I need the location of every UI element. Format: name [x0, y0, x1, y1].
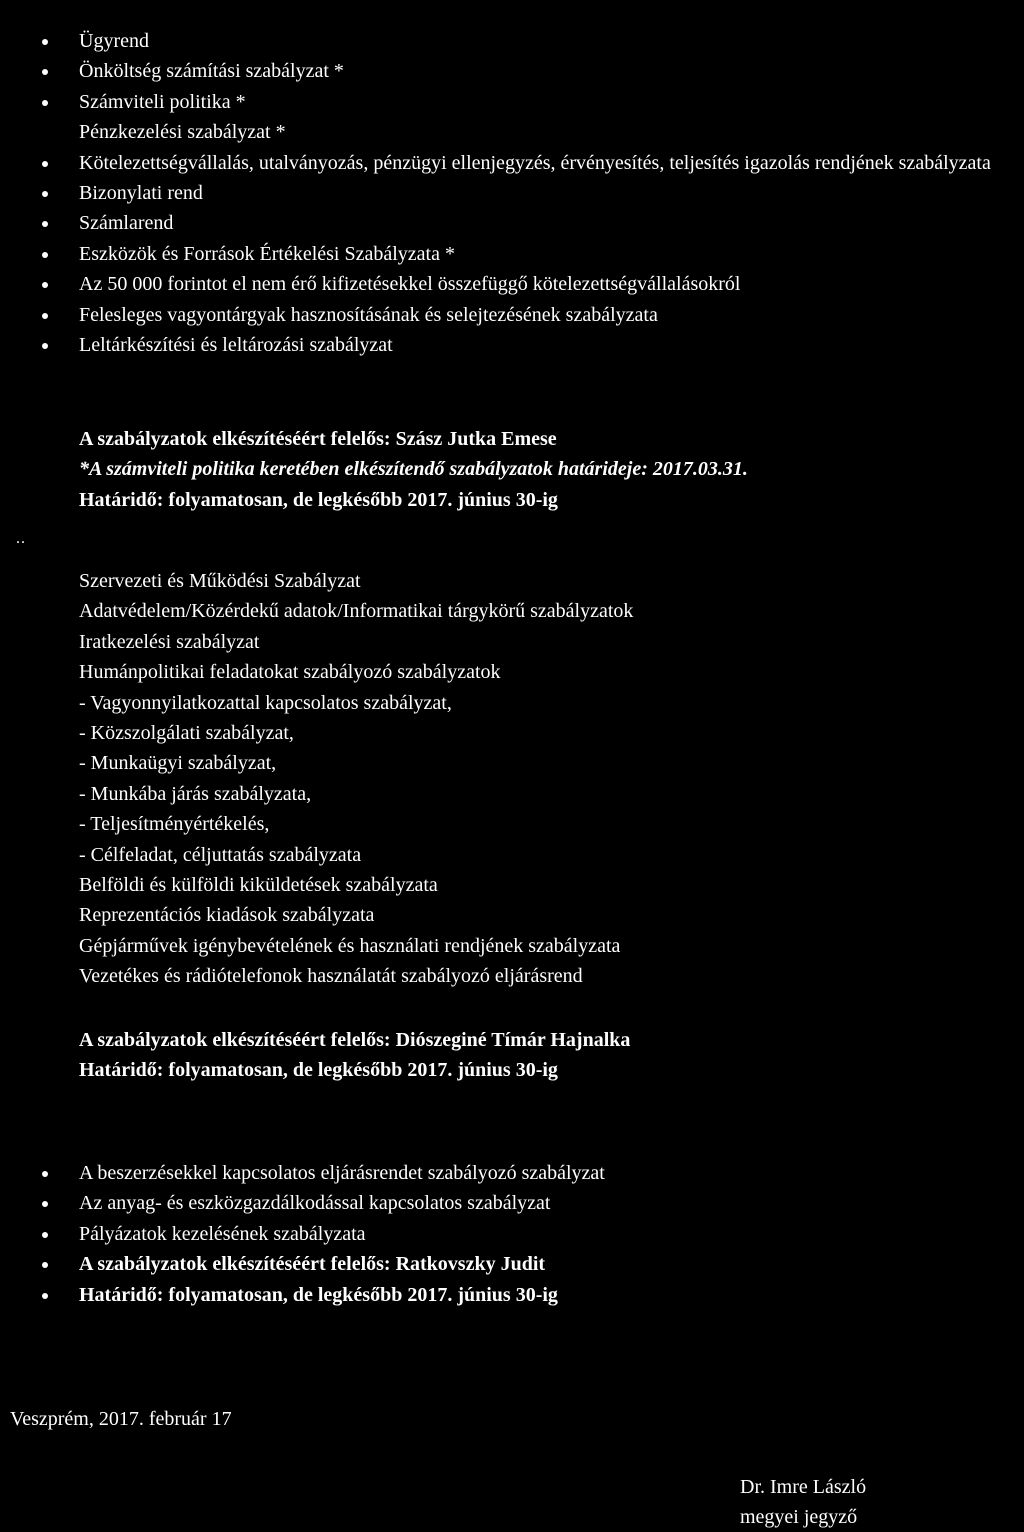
list-item: Pénzkezelési szabályzat * — [79, 121, 286, 144]
list-item: Eszközök és Források Értékelési Szabályzata * — [0, 239, 1024, 269]
deadline: Határidő: folyamatosan, de legkésőbb 2017. június 30-ig — [79, 488, 558, 511]
stray-mark: .. — [16, 530, 26, 547]
list-item: Felesleges vagyontárgyak hasznosításának és selejtezésének szabályzata — [0, 300, 1024, 330]
list-item: Számviteli politika * — [0, 87, 1024, 117]
list-item: Belföldi és külföldi kiküldetések szabályzata — [79, 874, 438, 897]
deadline: Határidő: folyamatosan, de legkésőbb 2017. június 30-ig — [0, 1280, 1024, 1310]
signature-block — [740, 1472, 866, 1532]
list-item: Az 50 000 forintot el nem érő kifizetésekkel összefüggő kötelezettségvállalásokról — [0, 269, 1024, 299]
list-item: Iratkezelési szabályzat — [79, 630, 260, 653]
list-item: - Vagyonnyilatkozattal kapcsolatos szabályzat, — [79, 691, 452, 714]
list-item: Humánpolitikai feladatokat szabályozó szabályzatok — [79, 661, 501, 684]
list-item: A beszerzésekkel kapcsolatos eljárásrendet szabályozó szabályzat — [0, 1158, 1024, 1188]
deadline: Határidő: folyamatosan, de legkésőbb 2017. június 30-ig — [79, 1059, 558, 1082]
list-item: Az anyag- és eszközgazdálkodással kapcsolatos szabályzat — [0, 1188, 1024, 1218]
regulations-list-organizational — [79, 566, 999, 992]
list-item: - Teljesítményértékelés, — [79, 813, 270, 836]
deadline-note: *A számviteli politika keretében elkészítendő szabályzatok határideje: 2017.03.31. — [79, 458, 748, 481]
list-item: - Célfeladat, céljuttatás szabályzata — [79, 843, 362, 866]
list-item: Reprezentációs kiadások szabályzata — [79, 904, 375, 927]
list-item: - Munkaügyi szabályzat, — [79, 752, 277, 775]
list-item: Adatvédelem/Közérdekű adatok/Informatikai tárgykörű szabályzatok — [79, 600, 634, 623]
place-and-date: Veszprém, 2017. február 17 — [10, 1408, 232, 1430]
regulations-list-procurement — [0, 1158, 1024, 1310]
list-item: - Munkába járás szabályzata, — [79, 782, 312, 805]
responsible-person: A szabályzatok elkészítéséért felelős: Ratkovszky Judit — [0, 1249, 1024, 1279]
list-item: - Közszolgálati szabályzat, — [79, 722, 294, 745]
signer-title: megyei jegyző — [740, 1506, 858, 1528]
list-item: Gépjárművek igénybevételének és használati rendjének szabályzata — [79, 934, 621, 957]
list-item: Kötelezettségvállalás, utalványozás, pénzügyi ellenjegyzés, érvényesítés, teljesítés igazolás rendjének szabályzata — [0, 148, 1024, 178]
list-item: Pályázatok kezelésének szabályzata — [0, 1219, 1024, 1249]
list-item: Vezetékes és rádiótelefonok használatát szabályozó eljárásrend — [79, 965, 583, 988]
list-item: Bizonylati rend — [0, 178, 1024, 208]
list-item: Számlarend — [0, 208, 1024, 238]
regulations-list-financial — [0, 26, 1024, 360]
list-item: Ügyrend — [0, 26, 1024, 56]
list-item: Szervezeti és Működési Szabályzat — [79, 570, 361, 592]
signer-name: Dr. Imre László — [740, 1476, 867, 1498]
responsible-person: A szabályzatok elkészítéséért felelős: Szász Jutka Emese — [79, 428, 557, 450]
responsibility-block-2 — [79, 1025, 999, 1086]
list-item: Önköltség számítási szabályzat * — [0, 56, 1024, 86]
responsibility-block-1 — [79, 424, 999, 515]
list-item: Leltárkészítési és leltározási szabályzat — [0, 330, 1024, 360]
responsible-person: A szabályzatok elkészítéséért felelős: Diószeginé Tímár Hajnalka — [79, 1029, 631, 1051]
